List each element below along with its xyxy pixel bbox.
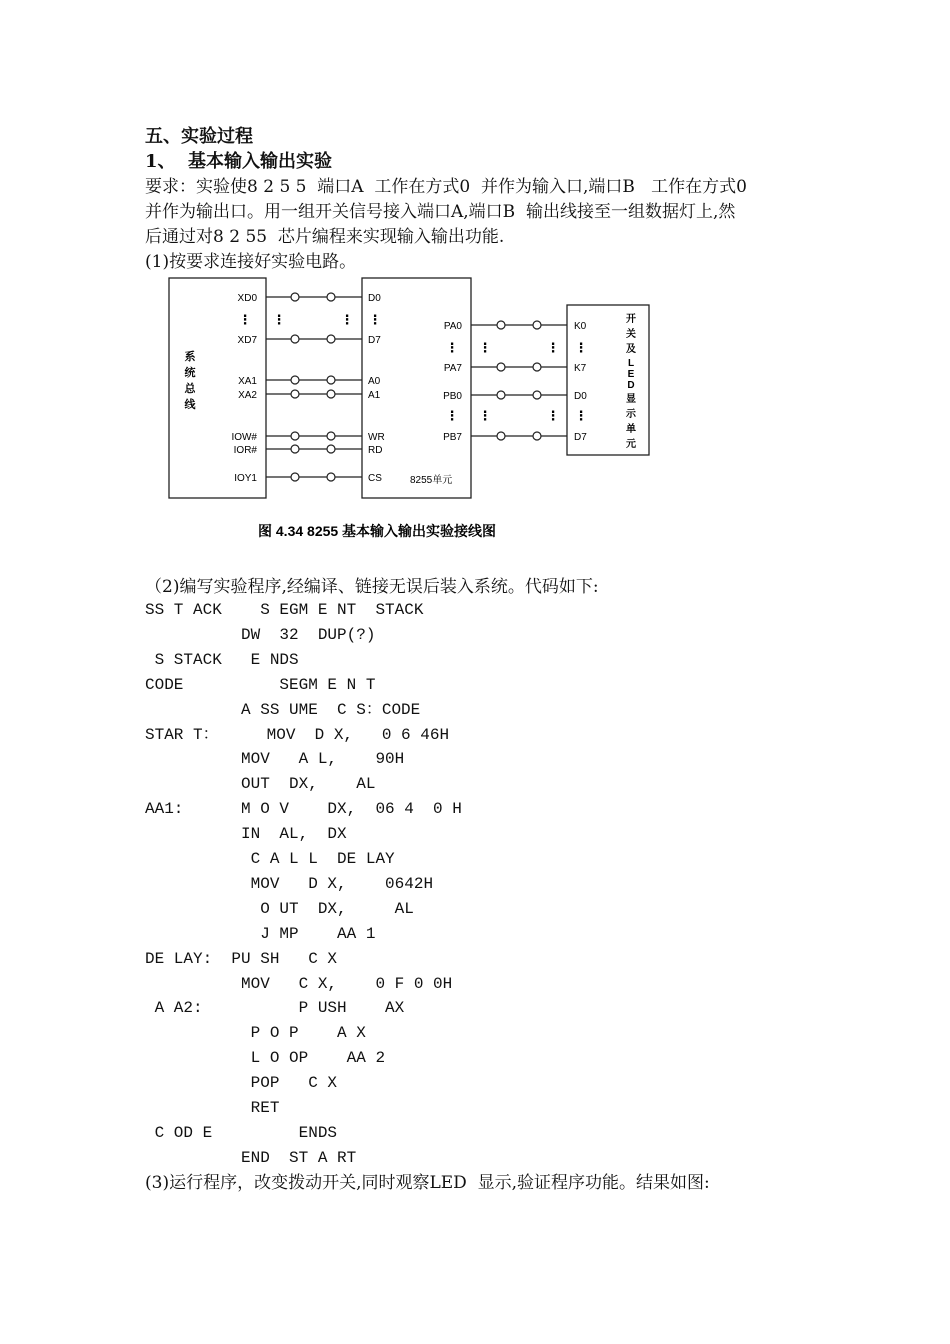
step-3-text: (3)运行程序，改变拨动开关,同时观察LED 显示,验证程序功能。结果如图: (145, 1173, 710, 1193)
dots-wire-1a: ⋮ (272, 312, 286, 327)
dots-led-d: ⋮ (574, 408, 588, 423)
pin-pb0: PB0 (443, 391, 462, 402)
code-line: A A2: P USH AX (145, 999, 405, 1018)
pin-d7: D7 (368, 335, 381, 346)
pin-xa2: XA2 (238, 390, 257, 401)
code-line: DW 32 DUP(?) (145, 625, 376, 644)
code-line: P O P A X (145, 1024, 366, 1043)
connection-node (291, 432, 299, 440)
dots-k: ⋮ (574, 340, 588, 355)
pin-ior: IOR# (233, 445, 257, 456)
connection-node (327, 445, 335, 453)
connection-node (327, 390, 335, 398)
code-line: A SS UME C S：CODE (145, 700, 421, 719)
connection-node (497, 391, 505, 399)
pin-d0: D0 (368, 293, 381, 304)
connection-node (291, 390, 299, 398)
unit-8255-box (362, 278, 471, 498)
dots-wire-1b: ⋮ (340, 312, 354, 327)
dots-left-pins: ⋮ (238, 312, 252, 327)
connection-node (291, 376, 299, 384)
code-line: MOV A L, 90H (145, 750, 405, 769)
dots-mid-pins: ⋮ (368, 312, 382, 327)
code-line: STAR T： MOV D X, 0 6 46H (145, 725, 450, 744)
pin-cs: CS (368, 473, 382, 484)
pin-rd: RD (368, 445, 383, 456)
system-bus-label-4: 线 (184, 399, 196, 411)
connection-node (497, 432, 505, 440)
connection-node (327, 432, 335, 440)
connection-node (533, 321, 541, 329)
code-line: AA1: M O V DX, 06 4 0 H (145, 800, 462, 819)
connection-node (291, 445, 299, 453)
pin-xd0: XD0 (237, 293, 257, 304)
pin-wr: WR (368, 432, 385, 443)
code-line: CODE SEGM E N T (145, 675, 376, 694)
connection-node (533, 391, 541, 399)
step-2-text: （2)编写实验程序,经编译、链接无误后装入系统。代码如下: (145, 577, 599, 597)
code-line: MOV D X, 0642H (145, 874, 434, 893)
pin-ioy1: IOY1 (234, 473, 257, 484)
switch-led-label-5: E (627, 369, 635, 380)
switch-led-label-3: 及 (626, 344, 636, 355)
code-line: OUT DX, AL (145, 775, 376, 794)
pin-a0: A0 (368, 376, 381, 387)
code-line: J MP AA 1 (145, 924, 376, 943)
code-line: C A L L DE LAY (145, 850, 395, 868)
pin-led-d0: D0 (574, 391, 587, 402)
switch-led-label-9: 单 (626, 424, 636, 435)
unit-8255-label: 8255单元 (410, 475, 453, 486)
requirement-line-2: 并作为输出口。用一组开关信号接入端口A,端口B 输出线接至一组数据灯上,然 (145, 202, 736, 222)
switch-led-label-6: D (627, 380, 635, 391)
pin-a1: A1 (368, 390, 381, 401)
code-line: END ST A RT (145, 1148, 357, 1167)
system-bus-label-3: 总 (184, 383, 196, 395)
connection-node (291, 473, 299, 481)
code-line: O UT DX, AL (145, 899, 414, 918)
dots-wire-3a: ⋮ (478, 408, 492, 423)
switch-led-label-1: 开 (626, 314, 636, 325)
switch-led-label-7: 显 (626, 394, 636, 405)
pin-pb7: PB7 (443, 432, 462, 443)
wiring-diagram (0, 0, 950, 560)
switch-led-label-10: 元 (626, 439, 636, 450)
system-bus-label-2: 统 (184, 367, 196, 379)
dots-wire-3b: ⋮ (546, 408, 560, 423)
diagram-caption: 图 4.34 8255 基本输入输出实验接线图 (258, 523, 497, 539)
code-line: SS T ACK S EGM E NT STACK (145, 601, 424, 619)
pin-xa1: XA1 (238, 376, 257, 387)
dots-wire-2b: ⋮ (546, 340, 560, 355)
connection-node (327, 293, 335, 301)
pin-pa0: PA0 (443, 321, 462, 332)
code-line: L O OP AA 2 (145, 1049, 386, 1068)
code-line: IN AL, DX (145, 825, 347, 844)
pin-k7: K7 (574, 363, 587, 374)
code-line: MOV C X, 0 F 0 0H (145, 974, 453, 993)
connection-node (497, 321, 505, 329)
pin-xd7: XD7 (237, 335, 257, 346)
code-line: C OD E ENDS (145, 1123, 338, 1142)
pin-led-d7: D7 (574, 432, 587, 443)
step-1-text: (1)按要求连接好实验电路。 (145, 252, 357, 272)
switch-led-label-2: 关 (626, 329, 636, 340)
code-line: DE LAY: PU SH C X (145, 949, 338, 968)
code-line: RET (145, 1099, 280, 1117)
dots-pb: ⋮ (445, 408, 459, 423)
system-bus-label-1: 系 (184, 351, 196, 363)
connection-node (533, 432, 541, 440)
connection-node (327, 335, 335, 343)
switch-led-label-4: L (627, 358, 635, 369)
pin-iow: IOW# (231, 432, 257, 443)
code-line: POP C X (145, 1074, 338, 1093)
connection-node (327, 376, 335, 384)
connection-node (291, 293, 299, 301)
sub-heading: 1、 基本输入输出实验 (145, 151, 333, 172)
pin-k0: K0 (574, 321, 587, 332)
dots-pa: ⋮ (445, 340, 459, 355)
pin-pa7: PA7 (443, 363, 462, 374)
requirement-line-3: 后通过对8 2 55 芯片编程来实现输入输出功能. (145, 227, 505, 247)
connection-node (497, 363, 505, 371)
connection-node (327, 473, 335, 481)
code-listing (145, 600, 845, 1167)
connection-node (533, 363, 541, 371)
switch-led-label-8: 示 (626, 409, 636, 420)
connection-node (291, 335, 299, 343)
code-line: S STACK E NDS (145, 650, 299, 669)
dots-wire-2a: ⋮ (478, 340, 492, 355)
section-heading: 五、实验过程 (145, 126, 253, 147)
requirement-line-1: 要求：实验使8 2 5 5 端口A 工作在方式0 并作为输入口,端口B 工作在方式0 (145, 177, 747, 197)
